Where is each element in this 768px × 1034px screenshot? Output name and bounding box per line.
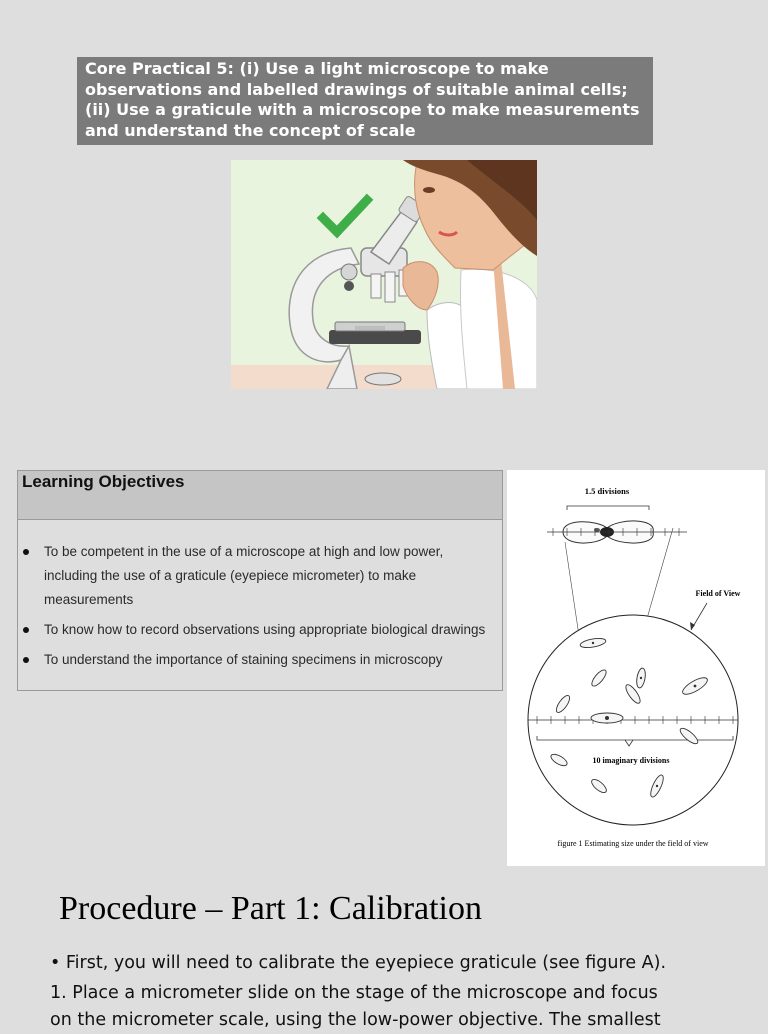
objective-item: To be competent in the use of a microscope at high and low power, including the use of a graticule (eyepiece micrometer) to make measurements xyxy=(18,540,502,612)
procedure-step-1-line-2: on the micrometer scale, using the low-power objective. The smallest xyxy=(50,1010,661,1030)
learning-objectives-table xyxy=(17,470,503,691)
imaginary-divisions-label: 10 imaginary divisions xyxy=(592,756,670,765)
objective-item: To understand the importance of staining specimens in microscopy xyxy=(18,648,502,672)
practical-title: Core Practical 5: (i) Use a light microscope to make observations and labelled drawings of suitable animal cells; (ii) Use a graticule with a microscope to make measurements and understand the concept of scale xyxy=(77,57,653,145)
learning-objectives-list xyxy=(18,520,502,672)
objective-item: To know how to record observations using appropriate biological drawings xyxy=(18,618,502,642)
field-of-view-label: Field of View xyxy=(695,589,741,598)
learning-objectives-heading: Learning Objectives xyxy=(18,471,502,520)
divisions-label: 1.5 divisions xyxy=(584,486,630,496)
microscope-illustration xyxy=(231,160,537,389)
graticule-figure xyxy=(507,470,765,866)
procedure-bullet: • First, you will need to calibrate the eyepiece graticule (see figure A). xyxy=(50,953,667,973)
procedure-step-1-line-1: 1. Place a micrometer slide on the stage of the microscope and focus xyxy=(50,983,658,1003)
procedure-heading: Procedure – Part 1: Calibration xyxy=(59,890,483,927)
procedure-text xyxy=(50,950,760,1034)
figure-caption: figure 1 Estimating size under the field of view xyxy=(557,839,709,848)
